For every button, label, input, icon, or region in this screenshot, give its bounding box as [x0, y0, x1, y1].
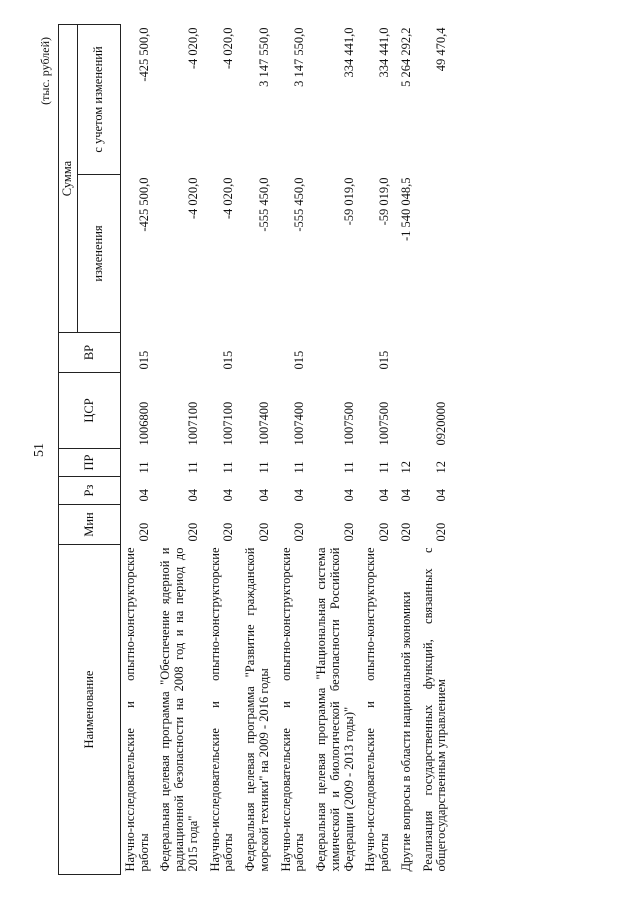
row-change: -1 540 048,5	[398, 177, 413, 242]
row-rz: 04	[136, 489, 151, 502]
row-min: 020	[398, 522, 413, 542]
row-pr: 11	[256, 461, 271, 474]
row-with-change: -4 020,0	[185, 27, 200, 70]
row-vr	[241, 333, 277, 373]
row-rz: 04	[292, 489, 307, 502]
row-change: -555 450,0	[292, 177, 307, 232]
row-min: 020	[221, 522, 236, 542]
budget-table	[58, 24, 454, 875]
row-min: 020	[136, 522, 151, 542]
table-row	[277, 25, 313, 875]
table-header	[59, 25, 121, 875]
row-rz: 04	[377, 489, 391, 502]
row-change: -425 500,0	[136, 177, 151, 232]
header-name: Наименование	[59, 545, 121, 875]
table-row	[419, 25, 455, 875]
table-row	[120, 25, 156, 875]
row-change: -59 019,0	[341, 177, 356, 226]
row-csr: 1007400	[292, 401, 307, 446]
row-change: -59 019,0	[377, 177, 391, 226]
table-row	[206, 25, 242, 875]
row-change: -4 020,0	[185, 177, 200, 220]
table-body	[120, 25, 454, 875]
row-min: 020	[292, 522, 307, 542]
row-with-change: 334 441,0	[341, 27, 356, 78]
row-change: -555 450,0	[256, 177, 271, 232]
row-pr: 12	[434, 461, 449, 474]
row-vr: 015	[377, 350, 391, 370]
row-pr: 11	[341, 461, 356, 474]
header-min: Мин	[59, 505, 121, 545]
row-csr	[397, 373, 419, 449]
row-csr: 1007100	[185, 401, 200, 446]
row-min: 020	[377, 522, 391, 542]
row-name: Научно-исследовательские и опытно-конструкторские работы	[278, 547, 307, 872]
row-vr: 015	[136, 350, 151, 370]
row-min: 020	[256, 522, 271, 542]
row-name: Научно-исследовательские и опытно-конструкторские работы	[122, 547, 151, 872]
row-min: 020	[341, 522, 356, 542]
row-vr	[312, 333, 361, 373]
table-row	[361, 25, 397, 875]
row-pr: 11	[292, 461, 307, 474]
page-number: 51	[32, 443, 47, 457]
row-rz: 04	[256, 489, 271, 502]
table-row	[397, 25, 419, 875]
table-row	[156, 25, 205, 875]
row-with-change: 49 470,4	[434, 27, 449, 72]
row-change	[419, 175, 455, 333]
row-pr: 11	[185, 461, 200, 474]
row-name: Научно-исследовательские и опытно-конструкторские работы	[363, 547, 391, 872]
row-rz: 04	[434, 489, 449, 502]
row-rz: 04	[341, 489, 356, 502]
row-rz: 04	[398, 489, 413, 502]
header-csr: ЦСР	[59, 373, 121, 449]
row-pr: 12	[398, 461, 413, 474]
rotated-content	[20, 25, 620, 875]
row-csr: 1007100	[221, 401, 236, 446]
row-vr	[397, 333, 419, 373]
header-change: изменения	[77, 175, 120, 333]
row-name: Федеральная целевая программа "Национальная система химической и биологической безопасности Российской Федерации (2009 - 2013 годы)"	[314, 547, 356, 872]
header-sum: Сумма	[59, 25, 78, 333]
row-name: Научно-исследовательские и опытно-конструкторские работы	[207, 547, 236, 872]
row-change: -4 020,0	[221, 177, 236, 220]
row-vr: 015	[221, 350, 236, 370]
row-vr: 015	[292, 350, 307, 370]
row-name: Другие вопросы в области национальной экономики	[398, 591, 413, 872]
row-pr: 11	[377, 461, 391, 474]
row-with-change: 3 147 550,0	[292, 27, 307, 87]
row-with-change: 5 264 292,2	[398, 27, 413, 87]
row-name: Федеральная целевая программа "Обеспечение ядерной и радиационной безопасности на 2008 год и на период до 2015 года"	[158, 547, 200, 872]
header-rz: Рз	[59, 477, 121, 505]
table-row	[312, 25, 361, 875]
row-pr: 11	[136, 461, 151, 474]
row-with-change: -4 020,0	[221, 27, 236, 70]
row-with-change: 3 147 550,0	[256, 27, 271, 87]
row-vr	[156, 333, 205, 373]
row-pr: 11	[221, 461, 236, 474]
row-rz: 04	[185, 489, 200, 502]
row-csr: 1007400	[256, 401, 271, 446]
header-pr: ПР	[59, 449, 121, 477]
row-csr: 1007500	[377, 401, 391, 446]
row-min: 020	[185, 522, 200, 542]
row-csr: 1006800	[136, 401, 151, 446]
row-with-change: 334 441,0	[377, 27, 391, 78]
header-vr: ВР	[59, 333, 121, 373]
row-csr: 0920000	[434, 401, 449, 446]
units-label: (тыс. рублей)	[38, 37, 52, 105]
table-row	[241, 25, 277, 875]
row-name: Федеральная целевая программа "Развитие гражданской морской техники" на 2009 - 2016 годы	[243, 547, 271, 872]
row-min: 020	[434, 522, 449, 542]
row-name: Реализация государственных функций, связанных с общегосударственным управлением	[420, 547, 449, 872]
row-with-change: -425 500,0	[136, 27, 151, 82]
row-csr: 1007500	[341, 401, 356, 446]
row-vr	[419, 333, 455, 373]
header-with-change: с учетом изменений	[77, 25, 120, 175]
row-rz: 04	[221, 489, 236, 502]
